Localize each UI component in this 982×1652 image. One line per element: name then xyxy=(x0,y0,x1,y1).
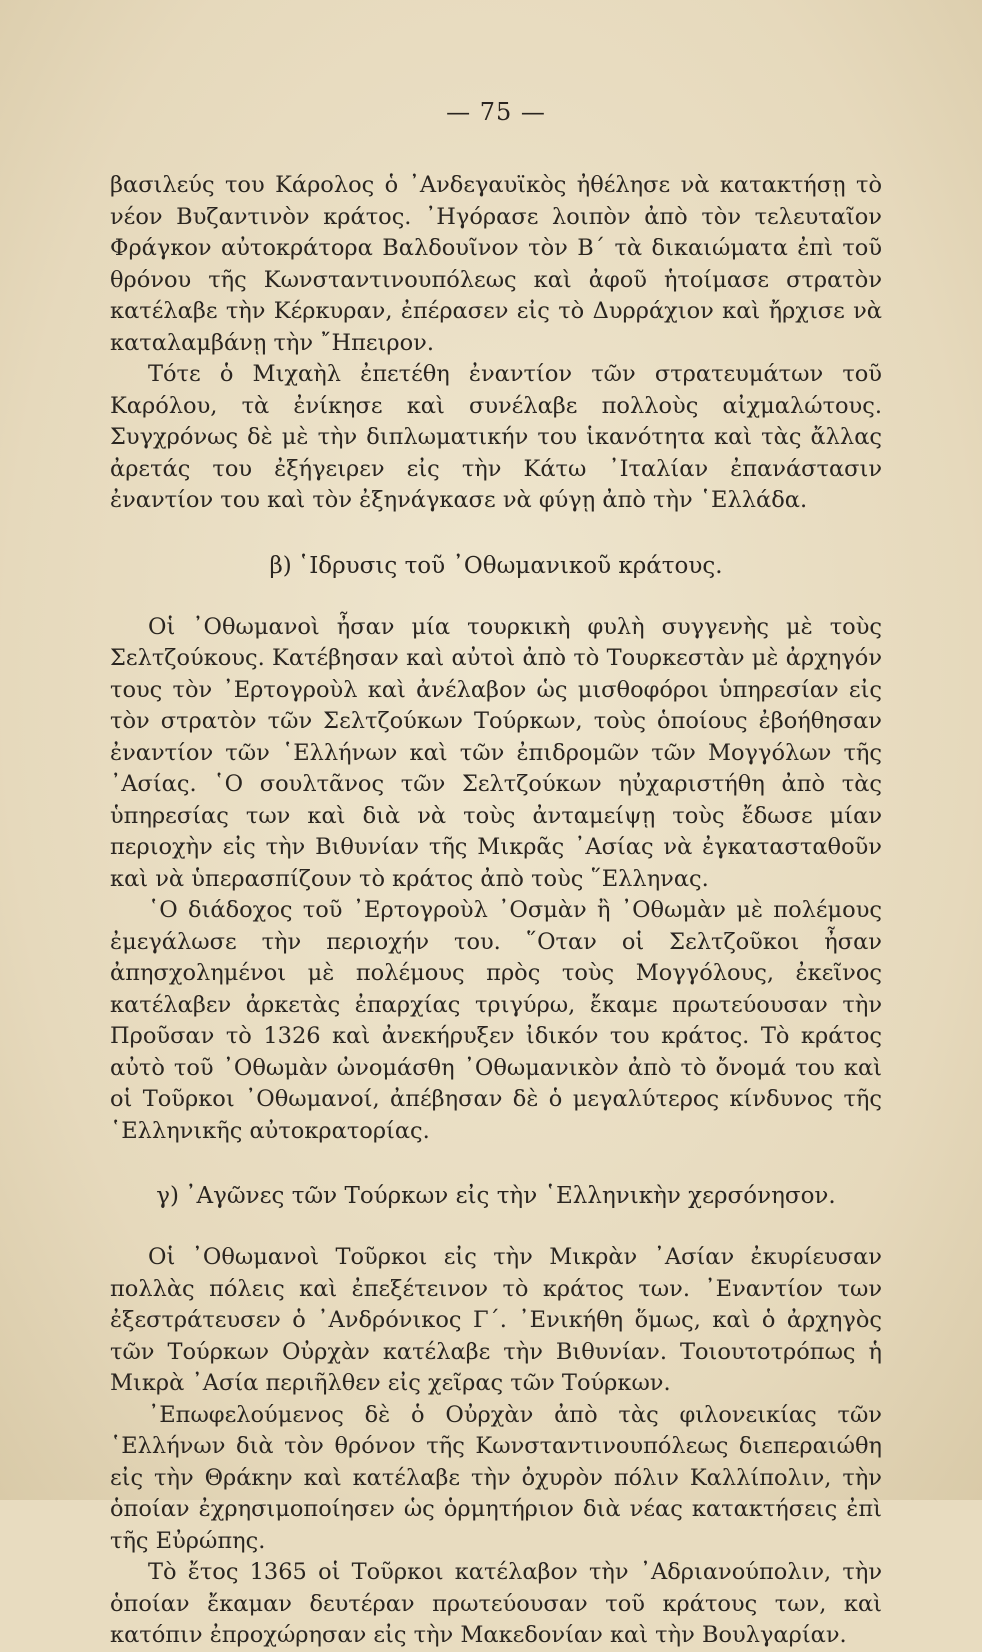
paragraph: Οἱ ᾿Οθωμανοὶ ἦσαν μία τουρκικὴ φυλὴ συγγενὴς μὲ τοὺς Σελτζούκους. Κατέβησαν καὶ αὐτοὶ ἀπὸ τὸ Τουρκεστὰν μὲ ἀρχηγόν τους τὸν ᾿Ερτογροὺλ καὶ ἀνέλαβον ὡς μισθοφόροι ὑπηρεσίαν εἰς τὸν στρατὸν τῶν Σελτζούκων Τούρκων, τοὺς ὁποίους ἐβοήθησαν ἐναντίον τῶν ῾Ελλήνων καὶ τῶν ἐπιδρομῶν τῶν Μογγόλων τῆς ᾿Ασίας. ῾Ο σουλτᾶνος τῶν Σελτζούκων ηὐχαριστήθη ἀπὸ τὰς ὑπηρεσίας των καὶ διὰ νὰ τοὺς ἀνταμείψῃ τοὺς ἔδωσε μίαν περιοχὴν εἰς τὴν Βιθυνίαν τῆς Μικρᾶς ᾿Ασίας νὰ ἐγκατασταθοῦν καὶ νὰ ὑπερασπίζουν τὸ κράτος ἀπὸ τοὺς ῞Ελληνας. xyxy=(110,613,882,892)
paragraph: βασιλεύς του Κάρολος ὁ ᾿Ανδεγαυϊκὸς ἠθέλησε νὰ κατακτήσῃ τὸ νέον Βυζαντινὸν κράτος. ᾿Ηγόρασε λοιπὸν ἀπὸ τὸν τελευταῖον Φράγκον αὐτοκράτορα Βαλδουῖνον τὸν Β΄ τὰ δικαιώματα ἐπὶ τοῦ θρόνου τῆς Κωνσταντινουπόλεως καὶ ἀφοῦ ἡτοίμασε στρατὸν κατέλαβε τὴν Κέρκυραν, ἐπέρασεν εἰς τὸ Δυρράχιον καὶ ἤρχισε νὰ καταλαμβάνῃ τὴν ῎Ηπειρον. xyxy=(110,172,882,356)
paragraph: Τότε ὁ Μιχαὴλ ἐπετέθη ἐναντίον τῶν στρατευμάτων τοῦ Καρόλου, τὰ ἐνίκησε καὶ συνέλαβε πολλοὺς αἰχμαλώτους. Συγχρόνως δὲ μὲ τὴν διπλωματικήν του ἱκανότητα καὶ τὰς ἄλλας ἀρετάς του ἐξήγειρεν εἰς τὴν Κάτω ᾿Ιταλίαν ἐπανάστασιν ἐναντίον του καὶ τὸν ἐξηνάγκασε νὰ φύγῃ ἀπὸ τὴν ῾Ελλάδα. xyxy=(110,361,882,513)
section-letter: γ) xyxy=(156,1183,179,1209)
section-letter: β) xyxy=(269,552,292,579)
paragraph: ᾿Επωφελούμενος δὲ ὁ Οὐρχὰν ἀπὸ τὰς φιλονεικίας τῶν ῾Ελλήνων διὰ τὸν θρόνον τῆς Κωνσταντινουπόλεως διεπεραιώθη εἰς τὴν Θράκην καὶ κατέλαβε τὴν ὀχυρὸν πόλιν Καλλίπολιν, τὴν ὁποίαν ἐχρησιμοποίησεν ὡς ὁρμητήριον διὰ νέας κατακτήσεις ἐπὶ τῆς Εὐρώπης. xyxy=(110,1401,882,1554)
page-number: — 75 — xyxy=(446,98,546,126)
paragraph: ῾Ο διάδοχος τοῦ ᾿Ερτογροὺλ ᾿Οσμὰν ἢ ᾿Οθωμὰν μὲ πολέμους ἐμεγάλωσε τὴν περιοχήν του. ῞Οταν οἱ Σελτζοῦκοι ἦσαν ἀπησχολημένοι μὲ πολέμους πρὸς τοὺς Μογγόλους, ἐκεῖνος κατέλαβεν ἀρκετὰς ἐπαρχίας τριγύρω, ἔκαμε πρωτεύουσαν τὴν Προῦσαν τὸ 1326 καὶ ἀνεκήρυξεν ἰδικόν του κράτος. Τὸ κράτος αὐτὸ τοῦ ᾿Οθωμὰν ὠνομάσθη ᾿Οθωμανικὸν ἀπὸ τὸ ὄνομά του καὶ οἱ Τοῦρκοι ᾿Οθωμανοί, ἀπέβησαν δὲ ὁ μεγαλύτερος κίνδυνος τῆς ῾Ελληνικῆς αὐτοκρατορίας. xyxy=(110,897,882,1144)
paragraph: Τὸ ἔτος 1365 οἱ Τοῦρκοι κατέλαβον τὴν ᾿Αδριανούπολιν, τὴν ὁποίαν ἔκαμαν δευτέραν πρωτεύουσαν τοῦ κράτους των, καὶ κατόπιν ἐπροχώρησαν εἰς τὴν Μακεδονίαν καὶ τὴν Βουλγαρίαν. xyxy=(110,1559,882,1648)
section-heading xyxy=(110,551,882,582)
paragraph: Οἱ ᾿Οθωμανοὶ Τοῦρκοι εἰς τὴν Μικρὰν ᾿Ασίαν ἐκυρίευσαν πολλὰς πόλεις καὶ ἐπεξέτεινον τὸ κράτος των. ᾿Εναντίον των ἐξεστράτευσεν ὁ ᾿Ανδρόνικος Γ΄. ᾿Ενικήθη ὅμως, καὶ ὁ ἀρχηγὸς τῶν Τούρκων Οὐρχὰν κατέλαβε τὴν Βιθυνίαν. Τοιουτοτρόπως ἡ Μικρὰ ᾿Ασία περιῆλθεν εἰς χεῖρας τῶν Τούρκων. xyxy=(110,1244,882,1396)
section-title: ᾿Αγῶνες τῶν Τούρκων εἰς τὴν ῾Ελληνικὴν χερσόνησον. xyxy=(185,1183,836,1209)
section-heading xyxy=(110,1181,882,1212)
section-title: ῾Ιδρυσις τοῦ ᾿Οθωμανικοῦ κράτους. xyxy=(297,552,723,579)
